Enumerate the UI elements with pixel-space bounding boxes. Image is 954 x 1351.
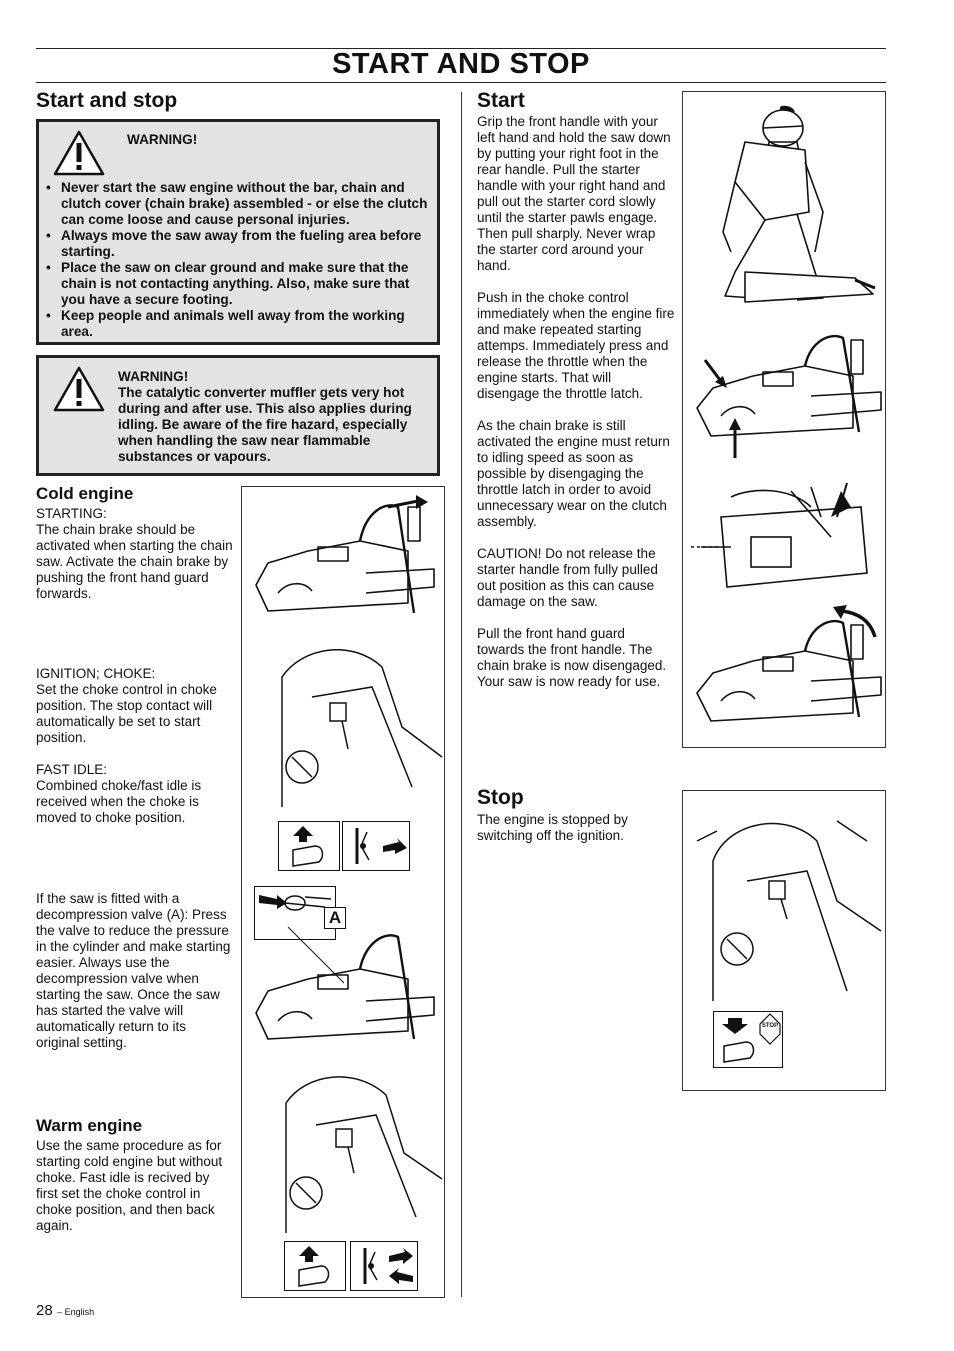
warning-item: • Always move the saw away from the fueling area before starting. (41, 228, 433, 260)
stop-switch-icon-box (342, 821, 410, 871)
start-paragraph: Grip the front handle with your left hand and hold the saw down by putting your right foot in the rear handle. Pull the starter handle with your right hand and pull out the starter cord slowly until the starter pawls engage. Then pull sharply. Never wrap the starter cord around your hand. (477, 114, 671, 273)
warning-item: • Keep people and animals well away from the working area. (41, 308, 433, 340)
page-number: 28 (36, 1302, 53, 1319)
warm-engine-choke-illustration (252, 1067, 442, 1237)
start-paragraph: Push in the choke control immediately when the engine fire and make repeated starting attemps. Immediately press and release the throttle when the engine starts. That will disengage the throttle latch. (477, 290, 675, 401)
footer-language: – English (57, 1307, 95, 1317)
throttle-press-illustration (691, 332, 883, 462)
ignition-switch-icon (343, 822, 409, 870)
choke-control-illustration (252, 637, 442, 812)
section-heading-stop: Stop (477, 786, 524, 809)
choke-pull-up-icon (279, 822, 339, 870)
warning-box-general (36, 119, 440, 345)
illustration-frame-start (682, 91, 886, 748)
chain-brake-topview-illustration (691, 477, 883, 607)
section-heading-start: Start (477, 89, 525, 112)
header-bottom-rule (36, 82, 886, 83)
ignition-switch-icon (351, 1242, 417, 1290)
ignition-label: IGNITION; CHOKE: (36, 666, 156, 681)
page-title: START AND STOP (332, 48, 590, 80)
warning-item: • Place the saw on clear ground and make sure that the chain is not contacting anything. Also, make sure that you have a secure footing. (41, 260, 433, 308)
section-heading-start-and-stop: Start and stop (36, 89, 178, 112)
stop-icon-box (713, 1011, 783, 1068)
warning-item: • Never start the saw engine without the bar, chain and clutch cover (chain brake) assembled - or else the clutch can come loose and cause personal injuries. (41, 180, 433, 228)
column-divider (461, 92, 462, 1297)
chainsaw-decompression-illustration (248, 927, 438, 1047)
choke-pull-up-icon (285, 1242, 345, 1290)
warm-choke-icon-box (284, 1241, 346, 1291)
chainsaw-chain-brake-illustration (248, 493, 438, 623)
starting-label: STARTING: (36, 506, 107, 521)
warning-title: WARNING! (118, 369, 189, 384)
subheading-warm-engine: Warm engine (36, 1116, 143, 1135)
stop-switch-illustration (697, 801, 881, 1007)
operator-starting-saw-illustration (705, 102, 875, 312)
illustration-frame-left (241, 486, 445, 1298)
fastidle-text: Combined choke/fast idle is received when the choke is moved to choke position. (36, 778, 202, 825)
warning-box-muffler (36, 355, 440, 476)
illustration-frame-stop (682, 790, 886, 1091)
fastidle-label: FAST IDLE: (36, 762, 108, 777)
warning-body (118, 369, 436, 465)
start-paragraph: As the chain brake is still activated the engine must return to idling speed as soon as possible by disengaging the throttle latch in order to avoid unnecessary wear on the clutch assembly. (477, 418, 670, 529)
warning-list (41, 180, 433, 340)
start-paragraph: CAUTION! Do not release the starter handle from fully pulled out position as this can cause damage on the saw. (477, 546, 658, 609)
decompression-text: If the saw is fitted with a decompression valve (A): Press the valve to reduce the pressure in the cylinder and make starting easier. Always use the decompression valve when starting the saw. Once the saw has started the valve will automatically return to its original setting. (36, 891, 231, 1050)
page-footer (36, 1302, 94, 1320)
start-paragraph: Pull the front hand guard towards the front handle. The chain brake is now disengaged. Your saw is now ready for use. (477, 626, 667, 689)
choke-pull-icon-box (278, 821, 340, 871)
cold-engine-ignition (36, 666, 236, 826)
stop-text: The engine is stopped by switching off the ignition. (477, 812, 628, 843)
cold-engine-starting (36, 506, 236, 602)
warning-triangle-icon (53, 366, 105, 412)
warning-title: WARNING! (127, 132, 198, 147)
warning-text: The catalytic converter muffler gets very hot during and after use. This also applies during idling. Be aware of the fire hazard, especially when handling the saw near flammable substances or vapours. (118, 385, 412, 464)
chain-brake-release-illustration (691, 607, 883, 737)
starting-text: The chain brake should be activated when starting the chain saw. Activate the chain brake by pushing the front hand guard forwards. (36, 522, 233, 601)
start-instructions (477, 114, 675, 706)
subheading-cold-engine: Cold engine (36, 484, 134, 503)
stop-octagon-label: STOP (761, 1023, 779, 1029)
warm-engine-text: Use the same procedure as for starting cold engine but without choke. Fast idle is recived by first set the choke control in choke position, and then back again. (36, 1138, 223, 1233)
choke-push-down-icon (714, 1012, 782, 1067)
warm-switch-icon-box (350, 1241, 418, 1291)
ignition-text: Set the choke control in choke position. The stop contact will automatically be set to start position. (36, 682, 217, 745)
callout-label-a: A (324, 907, 346, 929)
warning-triangle-icon (53, 130, 105, 176)
